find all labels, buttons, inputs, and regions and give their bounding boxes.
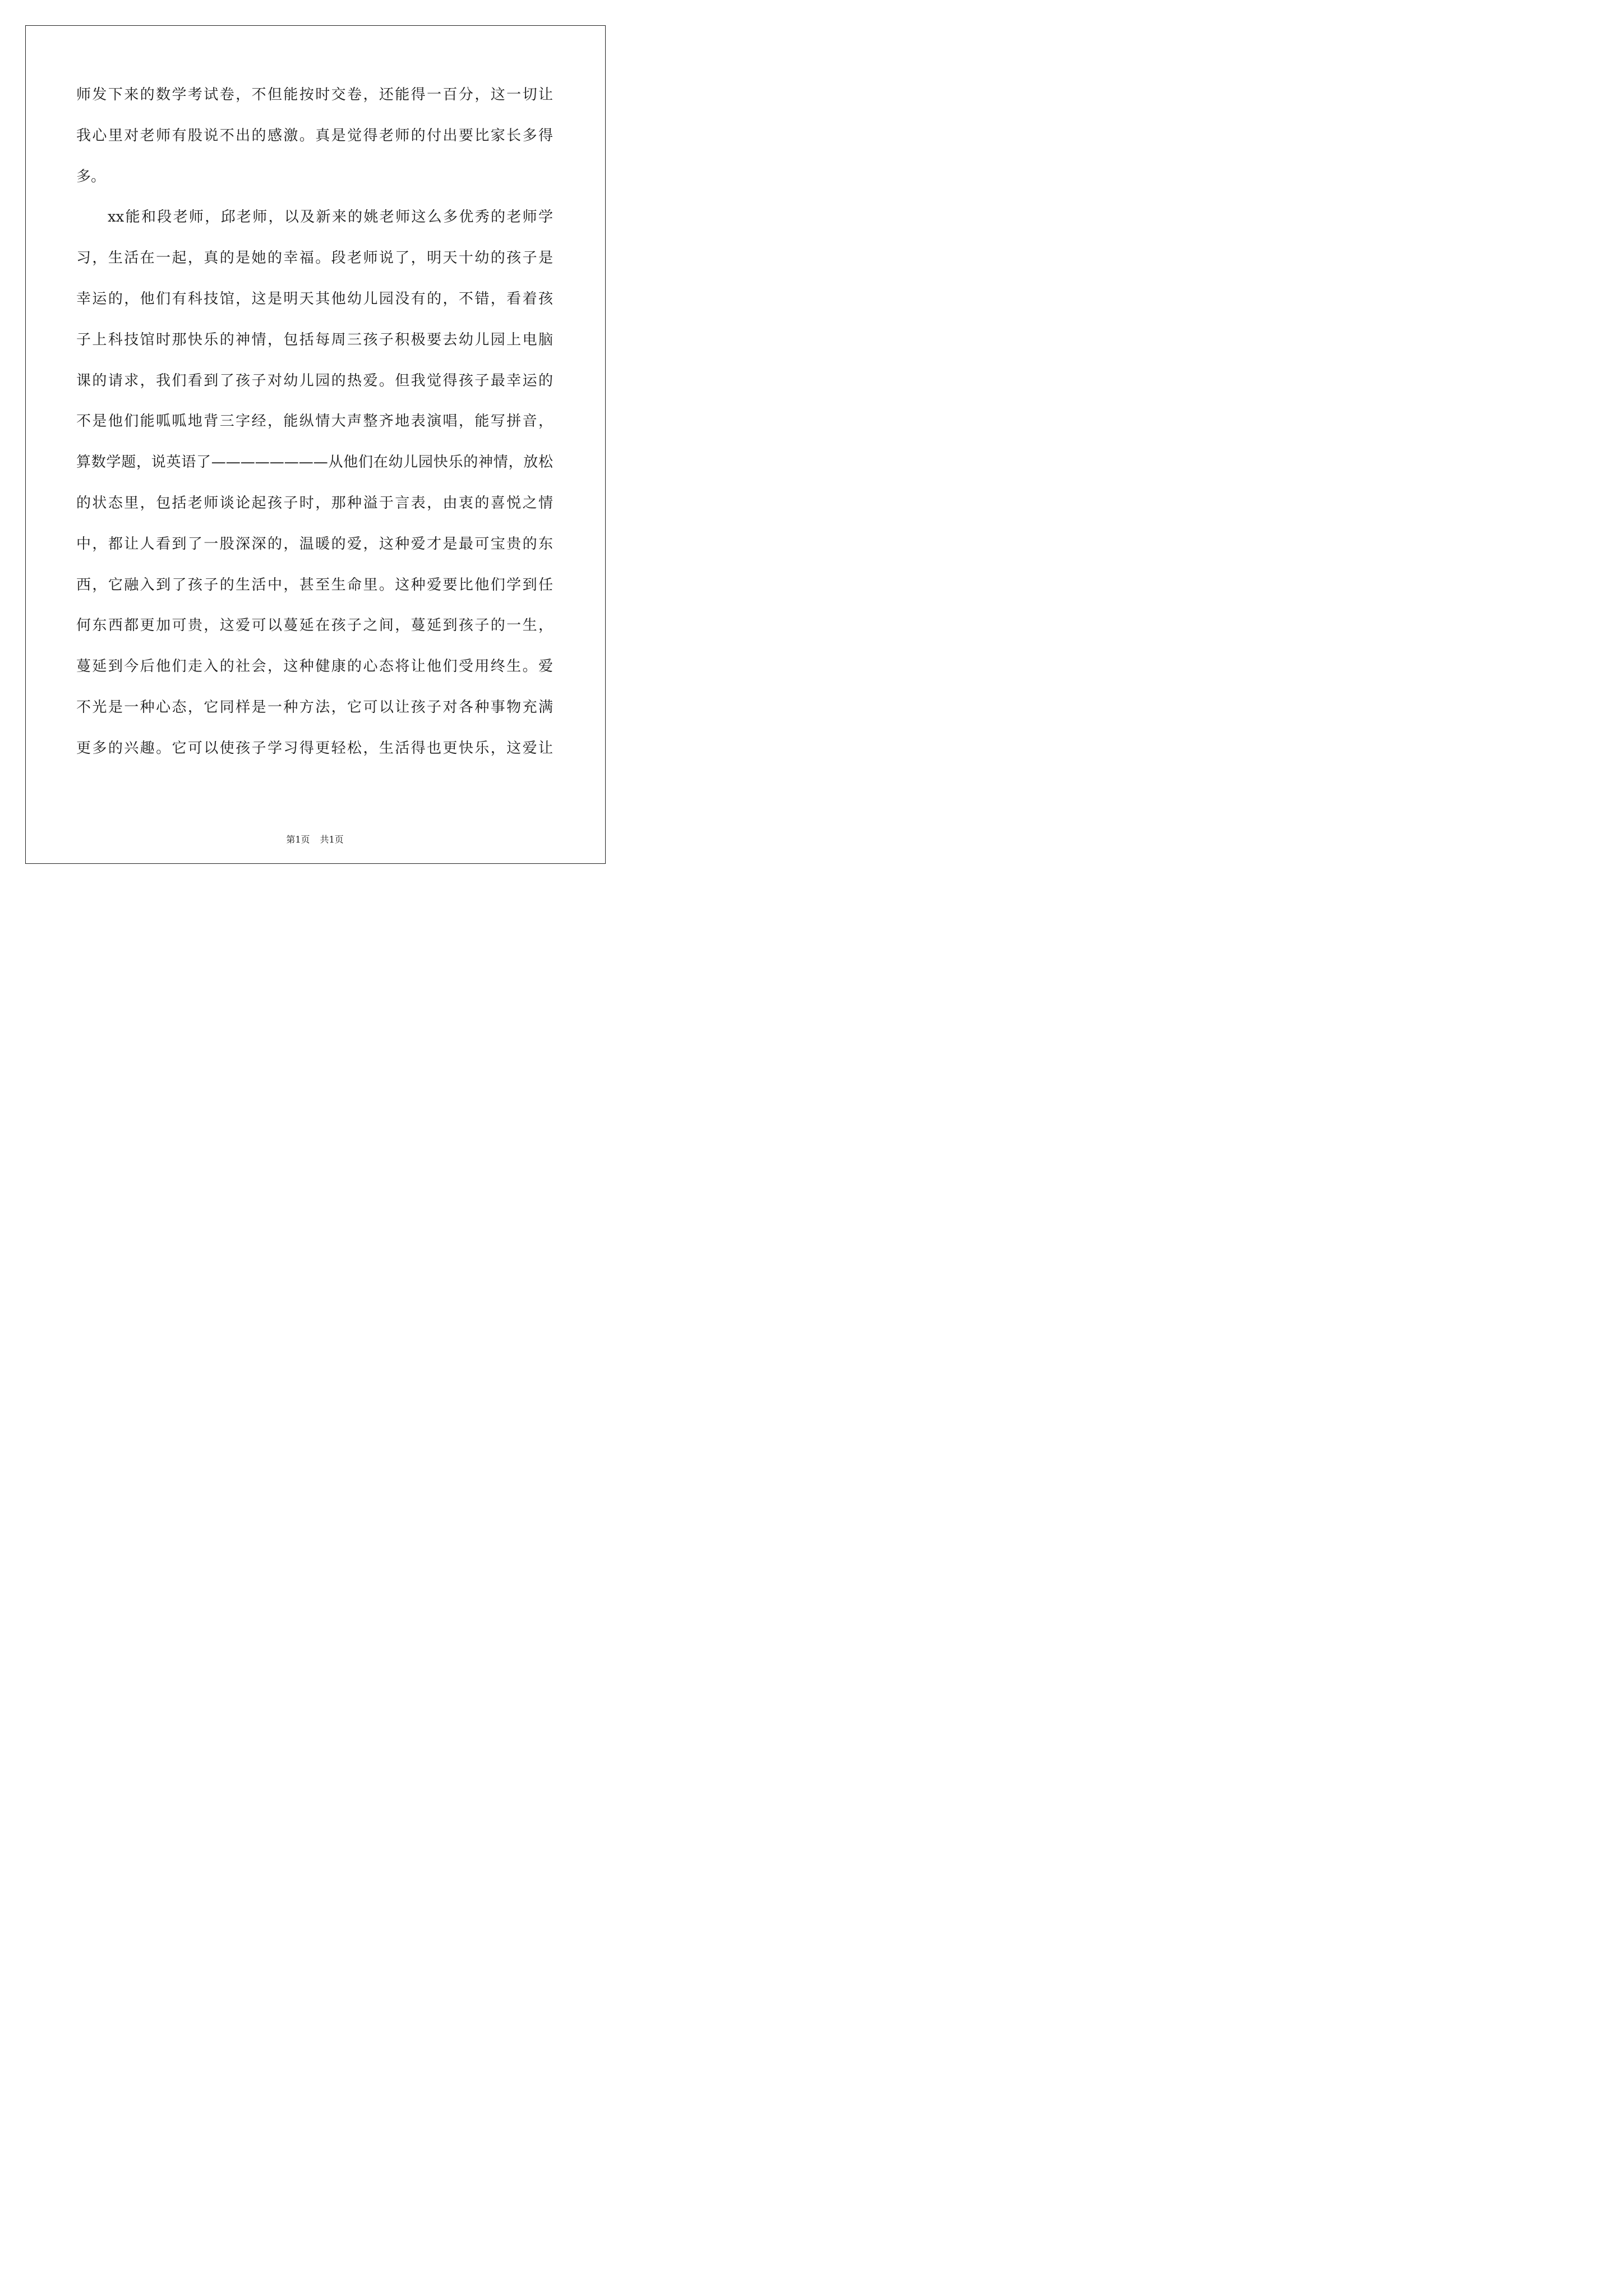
text-line: 习，生活在一起，真的是她的幸福。段老师说了，明天十幼的孩子是 <box>76 250 553 267</box>
text-line: 不光是一种心态，它同样是一种方法，它可以让孩子对各种事物充满 <box>76 698 553 716</box>
text-line: 不是他们能呱呱地背三字经，能纵情大声整齐地表演唱，能写拼音， <box>76 413 553 430</box>
text-line: 何东西都更加可贵，这爱可以蔓延在孩子之间，蔓延到孩子的一生， <box>76 617 553 634</box>
text-line: 我心里对老师有股说不出的感激。真是觉得老师的付出要比家长多得 <box>76 127 553 144</box>
text-line: 中，都让人看到了一股深深的，温暖的爱，这种爱才是最可宝贵的东 <box>76 535 553 553</box>
text-line: 幸运的，他们有科技馆，这是明天其他幼儿园没有的，不错，看着孩 <box>76 290 553 307</box>
page-total: 共1页 <box>320 834 344 845</box>
text-line: xx能和段老师，邱老师，以及新来的姚老师这么多优秀的老师学 <box>108 209 553 226</box>
document-body <box>76 81 553 776</box>
text-line: 子上科技馆时那快乐的神情，包括每周三孩子积极要去幼儿园上电脑 <box>76 331 553 348</box>
page-number: 第1页 <box>286 834 310 845</box>
text-line: 西，它融入到了孩子的生活中，甚至生命里。这种爱要比他们学到任 <box>76 576 553 593</box>
text-line: 的状态里，包括老师谈论起孩子时，那种溢于言表，由衷的喜悦之情 <box>76 494 553 512</box>
text-line: 算数学题，说英语了————————从他们在幼儿园快乐的神情，放松 <box>76 454 553 471</box>
text-line: 蔓延到今后他们走入的社会，这种健康的心态将让他们受用终生。爱 <box>76 658 553 675</box>
page-footer <box>0 834 630 845</box>
text-line: 师发下来的数学考试卷，不但能按时交卷，还能得一百分，这一切让 <box>76 86 553 103</box>
text-line: 更多的兴趣。它可以使孩子学习得更轻松，生活得也更快乐，这爱让 <box>76 739 553 757</box>
text-line: 课的请求，我们看到了孩子对幼儿园的热爱。但我觉得孩子最幸运的 <box>76 372 553 389</box>
text-line: 多。 <box>76 168 106 185</box>
